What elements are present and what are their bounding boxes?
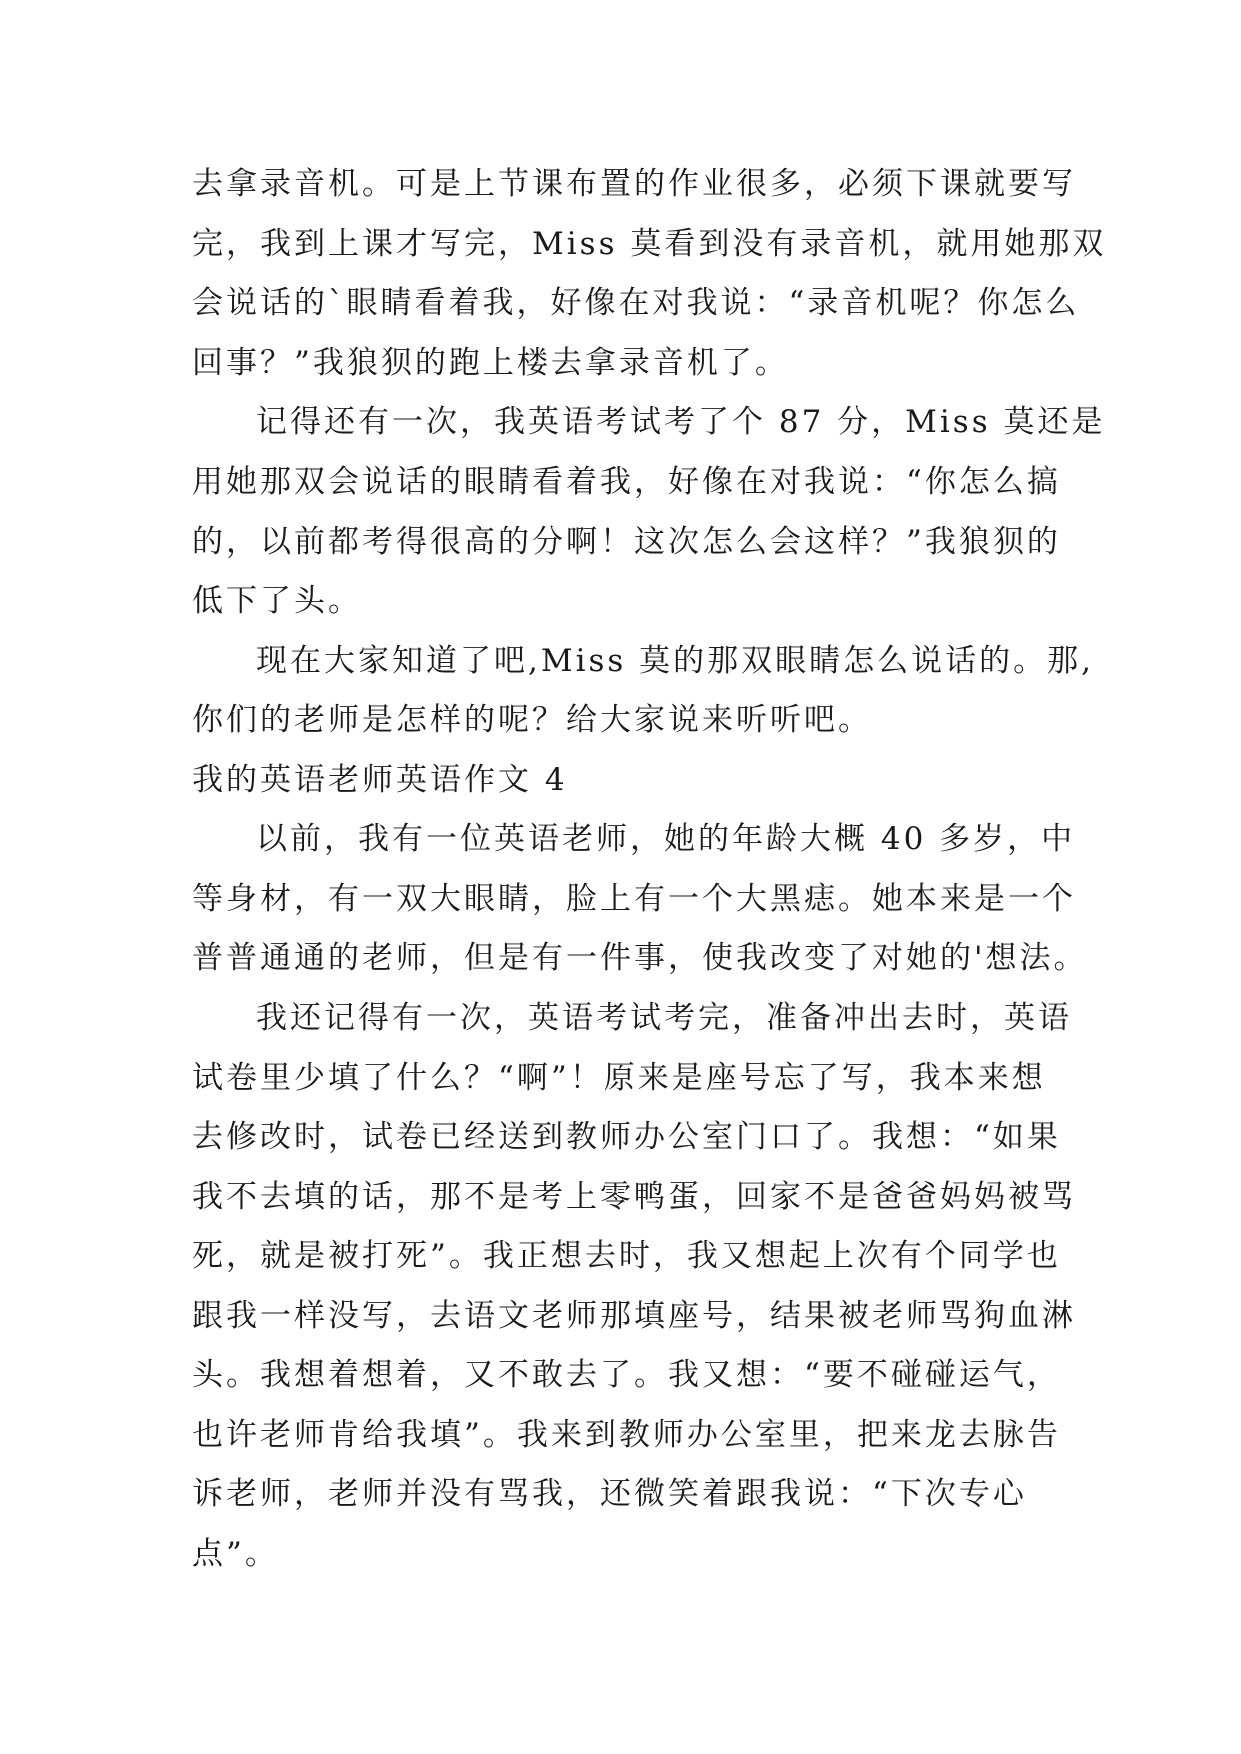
paragraph-line: 低下了头。 <box>192 583 362 619</box>
paragraph-line: 我不去填的话，那不是考上零鸭蛋，回家不是爸爸妈妈被骂 <box>192 1179 1076 1215</box>
paragraph-line: 以前，我有一位英语老师，她的年龄大概 40 多岁，中 <box>256 821 1076 857</box>
paragraph-line: 去修改时，试卷已经送到教师办公室门口了。我想：“如果 <box>192 1119 1061 1155</box>
paragraph-line: 记得还有一次，我英语考试考了个 87 分，Miss 莫还是 <box>256 404 1106 440</box>
paragraph-line: 跟我一样没写，去语文老师那填座号，结果被老师骂狗血淋 <box>192 1298 1076 1334</box>
paragraph-line: 会说话的`眼睛看着我，好像在对我说：“录音机呢？你怎么 <box>192 285 1080 321</box>
paragraph-line: 头。我想着想着，又不敢去了。我又想：“要不碰碰运气， <box>192 1357 1061 1393</box>
paragraph-line: 我还记得有一次，英语考试考完，准备冲出去时，英语 <box>256 1000 1072 1036</box>
paragraph-line: 你们的老师是怎样的呢？给大家说来听听吧。 <box>192 702 872 738</box>
paragraph-line: 也许老师肯给我填”。我来到教师办公室里，把来龙去脉告 <box>192 1417 1061 1453</box>
paragraph-line: 完，我到上课才写完，Miss 莫看到没有录音机，就用她那双 <box>192 226 1107 262</box>
paragraph-line: 用她那双会说话的眼睛看着我，好像在对我说：“你怎么搞 <box>192 464 1061 500</box>
paragraph-line: 等身材，有一双大眼睛，脸上有一个大黑痣。她本来是一个 <box>192 881 1076 917</box>
paragraph-line: 普普通通的老师，但是有一件事，使我改变了对她的'想法。 <box>192 940 1088 976</box>
paragraph-line: 现在大家知道了吧,Miss 莫的那双眼睛怎么说话的。那, <box>256 643 1095 679</box>
paragraph-line: 的，以前都考得很高的分啊！这次怎么会这样？”我狼狈的 <box>192 524 1061 560</box>
paragraph-line: 去拿录音机。可是上节课布置的作业很多，必须下课就要写 <box>192 166 1076 202</box>
paragraph-line: 回事？”我狼狈的跑上楼去拿录音机了。 <box>192 345 789 381</box>
paragraph-line: 诉老师，老师并没有骂我，还微笑着跟我说：“下次专心 <box>192 1476 1027 1512</box>
paragraph-line: 试卷里少填了什么？“啊”！原来是座号忘了写，我本来想 <box>192 1060 1046 1096</box>
section-heading: 我的英语老师英语作文 4 <box>192 762 568 798</box>
paragraph-line: 死，就是被打死”。我正想去时，我又想起上次有个同学也 <box>192 1238 1061 1274</box>
paragraph-line: 点”。 <box>192 1536 279 1572</box>
